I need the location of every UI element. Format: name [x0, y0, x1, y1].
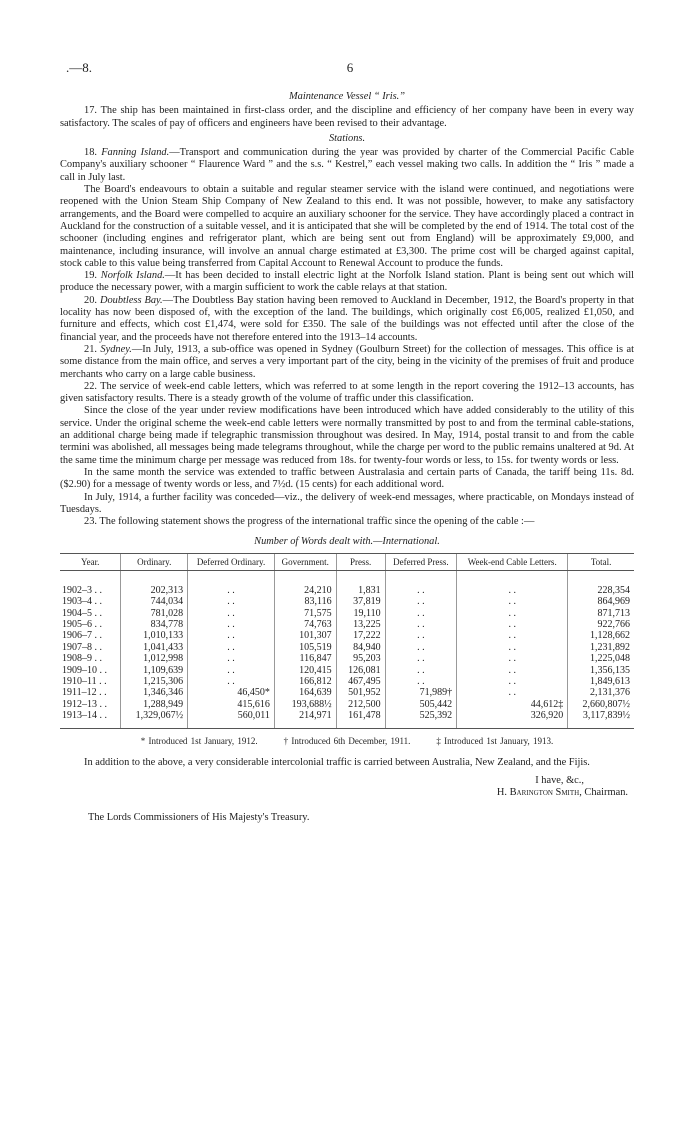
document-body — [60, 91, 634, 824]
value-cell: 1,346,346 — [121, 687, 188, 698]
paragraph-20-number: 20. — [84, 294, 100, 306]
value-cell: 501,952 — [336, 687, 385, 698]
value-cell: 24,210 — [274, 585, 336, 596]
value-cell: . . — [188, 630, 275, 641]
value-cell: 1,831 — [336, 585, 385, 596]
value-cell: . . — [385, 630, 456, 641]
value-cell: 326,920 — [457, 710, 568, 728]
table-row — [60, 710, 634, 728]
value-cell: 116,847 — [274, 653, 336, 664]
paragraph-22b: Since the close of the year under review modifications have been introduced which have added considerably to the utility of this service. Under the original scheme the week-end cable letters were normally transmitted by post to and from the terminal cable-stations, an additional charge being made if telegraphic transmission throughout was desired. In May, 1914, postal transit to and from the cable termini was abolished, all messages being made telegrams throughout, while the charge per word to the public remains unaltered at 9d. At the same time the minimum charge per message was reduced from 18s. for twenty-four words or less, to 15s. for twenty words or less. — [60, 405, 634, 466]
value-cell: 1,041,433 — [121, 642, 188, 653]
year-cell: 1902–3 . . — [62, 584, 102, 596]
value-cell: 1,329,067½ — [121, 710, 188, 728]
paragraph-22c: In the same month the service was extended to traffic between Australasia and certain parts of Canada, the tariff being 11s. 8d. ($2.90) for a message of twenty words or less, and 7½d. (15 cents) for each additional word. — [60, 466, 634, 491]
paragraph-22d: In July, 1914, a further facility was conceded—viz., the delivery of week-end messages, where practicable, on Mondays instead of Tuesdays. — [60, 491, 634, 515]
spacer-cell — [457, 570, 568, 585]
column-header: Total. — [568, 553, 634, 570]
table-row — [60, 596, 634, 607]
value-cell: 781,028 — [121, 608, 188, 619]
column-header: Ordinary. — [121, 553, 188, 570]
value-cell: 126,081 — [336, 665, 385, 676]
value-cell: 560,011 — [188, 710, 275, 728]
paragraph-20-title: Doubtless Bay. — [99, 294, 163, 306]
value-cell: 84,940 — [336, 642, 385, 653]
column-header: Week-end Cable Letters. — [457, 553, 568, 570]
value-cell: . . — [188, 596, 275, 607]
value-cell: . . — [385, 653, 456, 664]
table-row — [60, 608, 634, 619]
value-cell: . . — [457, 642, 568, 653]
paragraph-21-number: 21. — [84, 343, 101, 355]
value-cell: 1,215,306 — [121, 676, 188, 687]
paragraph-18b: The Board's endeavours to obtain a suitable and regular steamer service with the island were continued, and negotiations were reopened with the Union Steam Ship Company of New Zealand to this end. It was not possible, however, to make any satisfactory arrangements, and the Board were compelled to acquire an auxiliary schooner for the service. They have accordingly placed a contract in Auckland for the construction of a suitable vessel, and it is anticipated that she will be completed by the end of 1914. The total cost of the schooner (including engines and refrigerator plant, which are being sent out from England) will be approximately £9,000, and maintenance, including insurance, will involve an annual charge estimated at £3,300. The prime cost will be charged against capital, stock cable to this value being transferred from Capital Account to Renewal Account to produce the funds. — [60, 184, 634, 269]
value-cell: 17,222 — [336, 630, 385, 641]
value-cell: 202,313 — [121, 585, 188, 596]
footnote: ‡ Introduced 1st January, 1913. — [436, 735, 554, 746]
value-cell: 71,989† — [385, 687, 456, 698]
value-cell: . . — [385, 585, 456, 596]
value-cell: . . — [188, 653, 275, 664]
value-cell: 1,849,613 — [568, 676, 634, 687]
value-cell: 46,450* — [188, 687, 275, 698]
column-header: Press. — [336, 553, 385, 570]
table-row — [60, 619, 634, 630]
value-cell: 1,225,048 — [568, 653, 634, 664]
value-cell: . . — [385, 665, 456, 676]
value-cell: . . — [457, 665, 568, 676]
signature-title: , Chairman. — [579, 787, 628, 799]
value-cell: 2,660,807½ — [568, 699, 634, 710]
value-cell: 105,519 — [274, 642, 336, 653]
value-cell: 164,639 — [274, 687, 336, 698]
paragraph-19-number: 19. — [84, 270, 101, 282]
value-cell: 415,616 — [188, 699, 275, 710]
table-body — [60, 570, 634, 728]
value-cell: . . — [385, 608, 456, 619]
addressee: The Lords Commissioners of His Majesty's Treasury. — [88, 811, 310, 823]
table-row — [60, 676, 634, 687]
value-cell: 1,128,662 — [568, 630, 634, 641]
footnote: † Introduced 6th December, 1911. — [283, 735, 411, 746]
value-cell: 871,713 — [568, 608, 634, 619]
spacer-cell — [121, 570, 188, 585]
value-cell: . . — [385, 676, 456, 687]
paragraph-21-title: Sydney. — [100, 343, 132, 355]
value-cell: 95,203 — [336, 653, 385, 664]
year-cell: 1907–8 . . — [62, 641, 102, 653]
table-footnotes — [60, 735, 634, 747]
value-cell: 44,612‡ — [457, 699, 568, 710]
signature — [60, 787, 634, 799]
heading-stations: Stations. — [328, 132, 366, 144]
value-cell: 228,354 — [568, 585, 634, 596]
paragraph-22: 22. The service of week-end cable letters, which was referred to at some length in the report covering the 1912–13 accounts, has given satisfactory results. There is a steady growth of the volume of traffic under this classification. — [60, 380, 634, 405]
column-header: Year. — [60, 553, 121, 570]
paragraph-17: 17. The ship has been maintained in first-class order, and the discipline and efficiency of her company have been in every way satisfactory. The scales of pay of officers and engineers have been revised to their advantage. — [60, 105, 634, 129]
paragraph-18 — [60, 147, 634, 184]
column-header: Deferred Press. — [385, 553, 456, 570]
value-cell: 37,819 — [336, 596, 385, 607]
paragraph-19 — [60, 270, 634, 295]
year-cell: 1910–11 . . — [62, 675, 107, 687]
value-cell: 467,495 — [336, 676, 385, 687]
value-cell: 214,971 — [274, 710, 336, 728]
closing-paragraph: In addition to the above, a very considerable intercolonial traffic is carried between Australia, New Zealand, and the Fijis. — [84, 756, 590, 768]
value-cell: . . — [457, 687, 568, 698]
spacer-cell — [274, 570, 336, 585]
value-cell: 505,442 — [385, 699, 456, 710]
value-cell: . . — [457, 653, 568, 664]
value-cell: 864,969 — [568, 596, 634, 607]
value-cell: 834,778 — [121, 619, 188, 630]
value-cell: . . — [457, 630, 568, 641]
value-cell: 1,109,639 — [121, 665, 188, 676]
year-cell: 1904–5 . . — [62, 607, 102, 619]
value-cell: . . — [457, 585, 568, 596]
value-cell: 2,131,376 — [568, 687, 634, 698]
year-cell: 1913–14 . . — [60, 710, 121, 728]
table-row — [60, 653, 634, 664]
value-cell: 1,356,135 — [568, 665, 634, 676]
column-header: Government. — [274, 553, 336, 570]
value-cell: . . — [188, 642, 275, 653]
value-cell: 525,392 — [385, 710, 456, 728]
footnote: * Introduced 1st January, 1912. — [140, 735, 258, 746]
year-cell: 1906–7 . . — [62, 630, 102, 642]
column-header: Deferred Ordinary. — [188, 553, 275, 570]
value-cell: 193,688½ — [274, 699, 336, 710]
value-cell: . . — [385, 596, 456, 607]
value-cell: 19,110 — [336, 608, 385, 619]
year-cell: 1905–6 . . — [62, 618, 102, 630]
paragraph-19-text: —It has been decided to install electric light at the Norfolk Island station. Plant is being sent out which will produce the necessary power, with a margin sufficient to work the cable relays at that station. — [60, 270, 634, 294]
value-cell: . . — [188, 665, 275, 676]
value-cell: . . — [457, 676, 568, 687]
traffic-table — [60, 553, 634, 729]
value-cell: . . — [188, 585, 275, 596]
value-cell: . . — [188, 619, 275, 630]
value-cell: 212,500 — [336, 699, 385, 710]
paragraph-20-text: —The Doubtless Bay station having been removed to Auckland in December, 1912, the Board's property in that locality has now been disposed of, with the exception of the land. The buildings, which originally cost £6,005, realized £1,050, and furniture and effects, which cost £1,474, were sold for £350. The sale of the buildings was not effected until after the close of the financial year, and the proceeds have not therefore entered into the 1913–14 accounts. — [60, 294, 634, 343]
value-cell: 13,225 — [336, 619, 385, 630]
value-cell: . . — [188, 608, 275, 619]
value-cell: . . — [385, 642, 456, 653]
paragraph-21 — [60, 344, 634, 381]
table-row — [60, 699, 634, 710]
value-cell: 3,117,839½ — [568, 710, 634, 728]
value-cell: 161,478 — [336, 710, 385, 728]
value-cell: 101,307 — [274, 630, 336, 641]
value-cell: 120,415 — [274, 665, 336, 676]
value-cell: . . — [457, 608, 568, 619]
value-cell: 166,812 — [274, 676, 336, 687]
value-cell: 922,766 — [568, 619, 634, 630]
table-row — [60, 687, 634, 698]
paragraph-18-number: 18. — [84, 147, 102, 159]
table-header-row — [60, 553, 634, 570]
paragraph-20 — [60, 295, 634, 344]
paragraph-21-text: —In July, 1913, a sub-office was opened in Sydney (Goulburn Street) for the collection of messages. This office is at some distance from the main office, and serves a very important part of the city, being in the vicinity of the premises of fruit and produce merchants who carry on a large cable business. — [60, 343, 634, 380]
value-cell: 1,012,998 — [121, 653, 188, 664]
page-number: 6 — [346, 60, 354, 75]
year-cell: 1908–9 . . — [62, 653, 102, 665]
value-cell: 1,231,892 — [568, 642, 634, 653]
table-row — [60, 630, 634, 641]
value-cell: 744,034 — [121, 596, 188, 607]
paragraph-18-text: —Transport and communication during the year was provided by charter of the Commercial Pacific Cable Company's auxiliary schooner “ Flaurence Ward ” and the s.s. “ Kestrel,” each vessel making two calls. In addition the “ Iris ” made a call in July last. — [60, 147, 634, 183]
salutation: I have, &c., — [535, 775, 584, 787]
spacer-cell — [336, 570, 385, 585]
heading-maintenance-vessel: Maintenance Vessel “ Iris.” — [288, 91, 406, 102]
value-cell: . . — [188, 676, 275, 687]
value-cell: 1,010,133 — [121, 630, 188, 641]
value-cell: 1,288,949 — [121, 699, 188, 710]
value-cell: 71,575 — [274, 608, 336, 619]
paragraph-19-title: Norfolk Island. — [100, 270, 165, 282]
year-cell: 1911–12 . . — [62, 687, 107, 699]
table-row — [60, 585, 634, 596]
table-title: Number of Words dealt with.—International. — [254, 536, 440, 548]
header-reference: .—8. — [66, 60, 92, 75]
value-cell: . . — [457, 596, 568, 607]
spacer-cell — [60, 570, 121, 585]
table-row — [60, 642, 634, 653]
spacer-cell — [188, 570, 275, 585]
year-cell: 1909–10 . . — [62, 664, 107, 676]
table-row — [60, 665, 634, 676]
spacer-cell — [568, 570, 634, 585]
year-cell: 1912–13 . . — [62, 698, 107, 710]
table-spacer-row — [60, 570, 634, 585]
value-cell: 74,763 — [274, 619, 336, 630]
paragraph-23: 23. The following statement shows the progress of the international traffic since the opening of the cable :— — [84, 516, 535, 528]
spacer-cell — [385, 570, 456, 585]
signature-name: H. Barington Smith — [496, 787, 580, 799]
value-cell: . . — [385, 619, 456, 630]
paragraph-18-title: Fanning Island. — [101, 147, 170, 159]
year-cell: 1903–4 . . — [62, 596, 102, 608]
value-cell: 83,116 — [274, 596, 336, 607]
value-cell: . . — [457, 619, 568, 630]
